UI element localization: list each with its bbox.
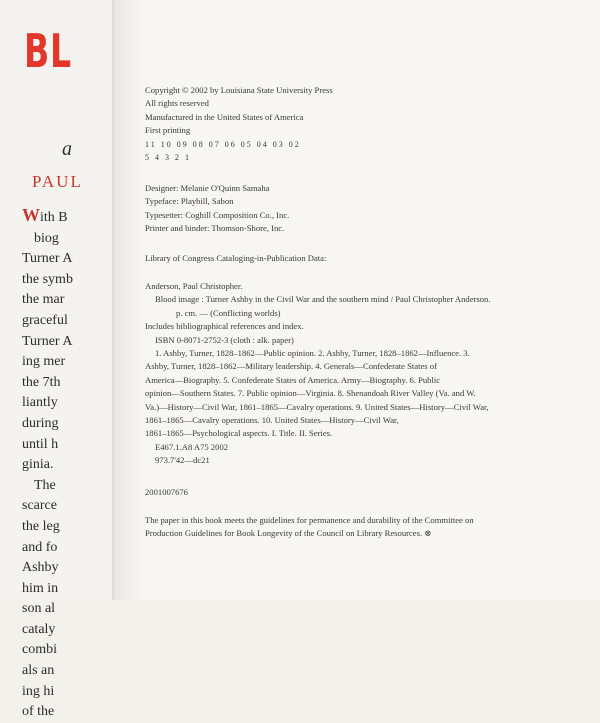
cip-notes: Includes bibliographical references and index. — [145, 321, 304, 332]
flap-line: combi — [22, 642, 57, 658]
flap-line: scarce — [22, 498, 57, 514]
cip-subject-line: Ashby, Turner, 1828–1862—Military leadership. 4. Generals—Confederate States of — [145, 361, 437, 372]
cip-isbn: ISBN 0-8071-2752-3 (cloth : alk. paper) — [155, 334, 294, 345]
flap-line: ing mer — [22, 354, 66, 370]
flap-line: ginia. — [22, 457, 54, 473]
flap-line: the mar — [22, 292, 65, 308]
flap-line: Turner A — [22, 251, 73, 267]
rights-line: All rights reserved — [145, 98, 209, 109]
printing-numbers-2: 5 4 3 2 1 — [145, 153, 191, 163]
designer-line: Designer: Melanie O'Quinn Samaha — [145, 183, 270, 193]
flap-line: him in — [22, 580, 59, 596]
credits-block — [145, 182, 289, 236]
cover-title-fragment: BL — [24, 24, 72, 78]
flap-line: ing hi — [22, 683, 55, 699]
flap-line: biog — [34, 230, 59, 246]
lccn: 2001007676 — [145, 487, 188, 497]
flap-line: Turner A — [22, 333, 73, 349]
paper-note-line: Production Guidelines for Book Longevity of the Council on Library Resources. ⊗ — [145, 528, 432, 539]
cip-dewey: 973.7'42—dc21 — [155, 455, 210, 466]
flap-line: son al — [22, 601, 56, 617]
cip-heading: Library of Congress Cataloging-in-Publication Data: — [145, 253, 327, 263]
cip-author: Anderson, Paul Christopher. — [145, 281, 243, 291]
flap-line: until h — [22, 436, 59, 452]
copyright-block — [145, 84, 333, 164]
flap-line: With B — [22, 205, 68, 225]
paper-note — [145, 514, 474, 541]
flap-line: graceful — [22, 312, 68, 328]
cip-subject-line: 1861–1865—Cavalry operations. 10. United States—History—Civil War, — [145, 415, 399, 426]
flap-line: liantly — [22, 395, 58, 411]
flap-line: of the — [22, 704, 55, 720]
flap-line: The — [34, 477, 56, 493]
cip-subject-line: Va.)—History—Civil War, 1861–1865—Cavalry operations. 9. United States—History—Civil War, — [145, 401, 489, 412]
flap-line: the symb — [22, 271, 73, 287]
flap-line: during — [22, 415, 59, 431]
flap-line: the leg — [22, 518, 60, 534]
left-page — [0, 0, 118, 720]
cip-subject-line: 1. Ashby, Turner, 1828–1862—Public opinion. 2. Ashby, Turner, 1828–1862—Influence. 3. — [155, 348, 470, 359]
printing-numbers: 11 10 09 08 07 06 05 04 03 02 — [145, 139, 301, 149]
paper-note-line: The paper in this book meets the guidelines for permanence and durability of the Committee on — [145, 515, 474, 525]
flap-line: als an — [22, 663, 55, 679]
author-fragment: PAUL — [32, 172, 83, 191]
cip-class-number: E467.1.A8 A75 2002 — [155, 441, 229, 452]
subtitle-fragment: a — [62, 138, 72, 160]
flap-line: and fo — [22, 539, 58, 555]
cip-subject-line: 1861–1865—Psychological aspects. I. Title. II. Series. — [145, 428, 333, 439]
typesetter-line: Typesetter: Coghill Composition Co., Inc. — [145, 209, 290, 220]
drop-cap: W — [22, 205, 40, 225]
cip-record — [145, 280, 490, 468]
printing-line: First printing — [145, 125, 191, 136]
flap-text — [22, 205, 122, 723]
flap-line: the 7th — [22, 374, 61, 390]
cip-subject-line: opinion—Southern States. 7. Public opinion—Virginia. 8. Shenandoah River Valley (Va. and W. — [145, 388, 476, 399]
book-gutter — [112, 0, 126, 600]
flap-line: Ashby — [22, 560, 59, 576]
cip-title: Blood image : Turner Ashby in the Civil War and the southern mind / Paul Christopher Anderson. — [155, 294, 491, 305]
flap-line: cataly — [22, 621, 56, 637]
printer-line: Printer and binder: Thomson-Shore, Inc. — [145, 223, 285, 234]
copyright-line: Copyright © 2002 by Louisiana State University Press — [145, 85, 333, 95]
cip-physical: p. cm. — (Conflicting worlds) — [176, 307, 281, 318]
manufactured-line: Manufactured in the United States of America — [145, 111, 304, 122]
typeface-line: Typeface: Playbill, Sabon — [145, 196, 234, 207]
cip-subject-line: America—Biography. 5. Confederate States of America. Army—Biography. 6. Public — [145, 374, 441, 385]
